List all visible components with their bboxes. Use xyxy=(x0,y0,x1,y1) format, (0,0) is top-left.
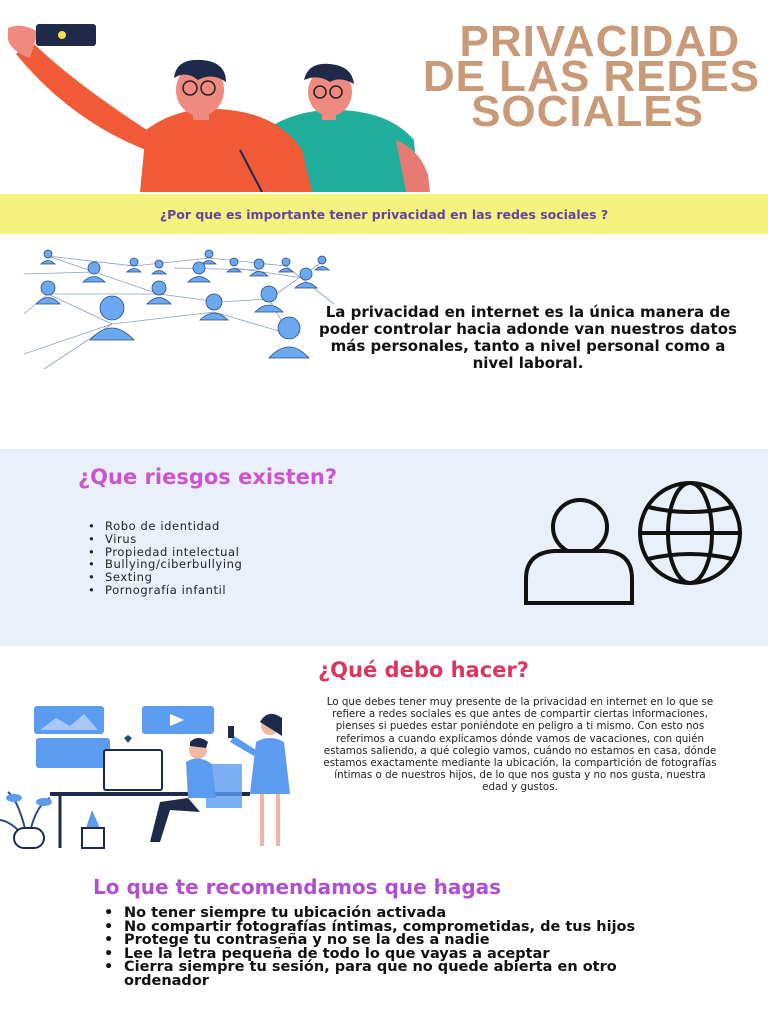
what-to-do-title: ¿Qué debo hacer? xyxy=(318,658,529,682)
risk-item: • Sexting xyxy=(105,571,242,584)
recommendations-list xyxy=(124,907,684,989)
what-to-do-section xyxy=(0,652,768,862)
risk-item: • Bullying/ciberbullying xyxy=(105,558,242,571)
recommendations-section xyxy=(0,872,768,1024)
people-network-illustration xyxy=(24,244,344,374)
network-section xyxy=(0,240,768,440)
header-banner xyxy=(0,0,768,192)
user-globe-icon xyxy=(520,479,768,609)
risks-title: ¿Que riesgos existen? xyxy=(78,465,338,489)
risk-item: • Virus xyxy=(105,533,242,546)
title-line-2: DE LAS REDES xyxy=(422,52,760,101)
recommendations-title: Lo que te recomendamos que hagas xyxy=(93,875,502,899)
title-line-1: PRIVACIDAD xyxy=(459,17,740,66)
risks-section xyxy=(0,449,768,646)
risk-item: • Robo de identidad xyxy=(105,520,242,533)
risk-item: • Pornografía infantil xyxy=(105,584,242,597)
question-text: ¿Por que es importante tener privacidad en las redes sociales ? xyxy=(159,206,609,222)
privacy-explanation-text: La privacidad en internet es la única manera de poder controlar hacia adonde van nuestros datos más personales, tanto a nivel personal como a nivel laboral. xyxy=(319,303,737,372)
risk-item: • Propiedad intelectual xyxy=(105,546,242,559)
person-at-computer-illustration xyxy=(0,702,336,852)
what-to-do-text: Lo que debes tener muy presente de la privacidad en internet en lo que se refiere a redes sociales es que antes de compartir ciertas informaciones, pienses si puedes estar poniéndote en peligro a ti mismo. Con esto nos referimos a cuando explicamos dónde vamos de vacaciones, con quién estamos saliendo, a qué colegio vamos, cuándo no estamos en casa, dónde estamos exactamente mediante la ubicación, la compartición de fotografías íntimas o de nuestros hijos, de lo que nos gusta y no nos gusta, nuestra edad y gustos. xyxy=(323,696,717,794)
recommendation-item: • Protege tu contraseña y no se la des a nadie xyxy=(124,934,684,948)
question-bar xyxy=(0,194,768,234)
recommendation-item: • Cierra siempre tu sesión, para que no quede abierta en otro ordenador xyxy=(124,961,684,988)
selfie-people-illustration xyxy=(0,0,440,192)
recommendation-item: • No tener siempre tu ubicación activada xyxy=(124,907,684,921)
title-line-3: SOCIALES xyxy=(471,87,704,136)
recommendation-item: • Lee la letra pequeña de todo lo que vayas a aceptar xyxy=(124,948,684,962)
recommendation-item: • No compartir fotografías íntimas, comprometidas, de tus hijos xyxy=(124,921,684,935)
risks-list xyxy=(105,520,242,597)
